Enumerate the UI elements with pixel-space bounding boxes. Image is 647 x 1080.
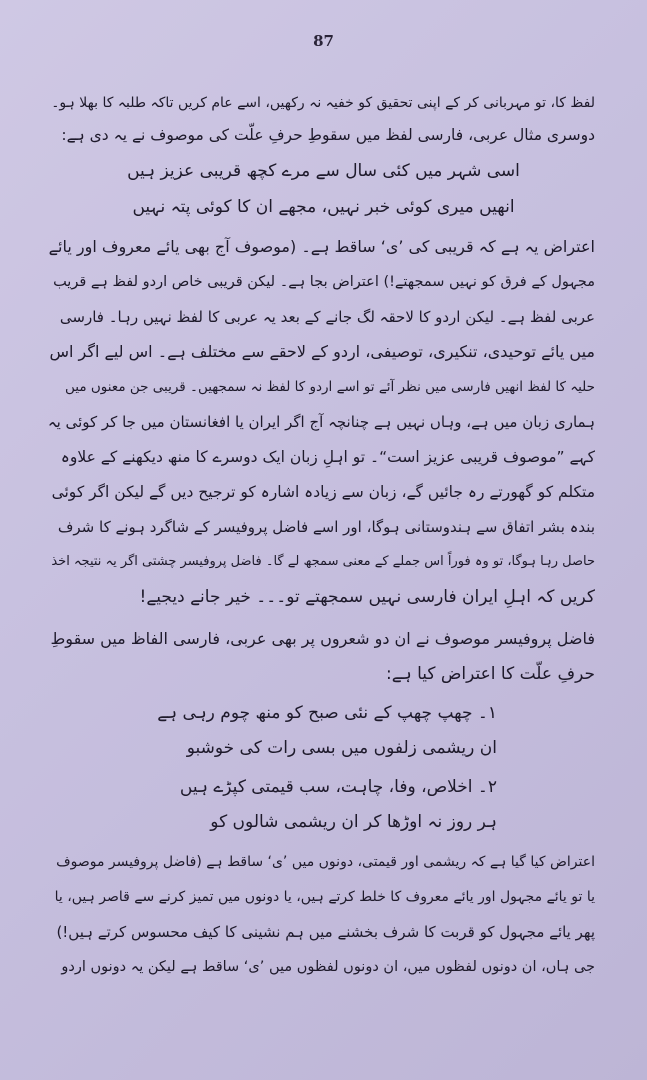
- text-line: فاضل پروفیسر موصوف نے ان دو شعروں پر بھی عربی، فارسی الفاظ میں سقوطِ: [50, 629, 595, 648]
- verse-line: ان ریشمی زلفوں میں بسی رات کی خوشبو: [186, 738, 497, 758]
- text-line: پھر یائے مجہول کو قربت کا شرف بخشنے میں ہم نشینی کا کیف محسوس کرتے ہیں!): [56, 923, 595, 941]
- text-line: حرفِ علّت کا اعتراض کیا ہے:: [386, 664, 595, 684]
- text-line: متکلم کو گھورتے رہ جائیں گے، زبان سے زیادہ اشارہ کو ترجیح دیں گے لیکن اگر کوئی: [51, 483, 595, 501]
- verse-line: اسی شہر میں کئی سال سے مرے کچھ قریبی عزیز ہیں: [127, 161, 520, 181]
- verse-line: انھیں میری کوئی خبر نہیں، مجھے ان کا کوئی پتہ نہیں: [132, 197, 515, 217]
- text-line: جی ہاں، ان دونوں لفظوں میں، ان دونوں لفظوں میں ’ی‘ ساقط ہے لیکن یہ دونوں اردو: [61, 959, 595, 975]
- text-line: اعتراض یہ ہے کہ قریبی کی ’ی‘ ساقط ہے۔ (موصوف آج بھی یائے معروف اور یائے: [48, 237, 595, 256]
- text-line: کہے ”موصوف قریبی عزیز است“۔ تو اہلِ زبان ایک دوسرے کا منھ دیکھنے کے علاوہ: [60, 448, 595, 466]
- text-line: بندہ بشر اتفاق سے ہندوستانی ہوگا، اور اسے فاضل پروفیسر کے شاگرد ہونے کا شرف: [57, 518, 595, 536]
- text-line: کریں کہ اہلِ ایران فارسی نہیں سمجھتے تو۔۔۔ خیر جانے دیجیے!: [139, 587, 595, 607]
- text-line: حلیہ کا لفظ انھیں فارسی میں نظر آئے تو اسے اردو کا لفظ نہ سمجھیں۔ قریبی جن معنوں میں: [64, 379, 595, 395]
- text-line: لفظ کا، تو مہربانی کر کے اپنی تحقیق کو خفیہ نہ رکھیں، اسے عام کریں تاکہ طلبہ کا بھلا ہو۔: [51, 95, 595, 111]
- text-line: دوسری مثال عربی، فارسی لفظ میں سقوطِ حرفِ علّت کی موصوف نے یہ دی ہے:: [61, 126, 595, 144]
- text-line: یا تو یائے مجہول اور یائے معروف کا خلط کرتے ہیں، یا دونوں میں تمیز کرنے سے قاصر ہیں، یا: [54, 889, 595, 905]
- text-line: عربی لفظ ہے۔ لیکن اردو کا لاحقہ لگ جانے کے بعد یہ عربی کا لفظ نہیں رہا۔ فارسی: [59, 308, 595, 326]
- page-number: 87: [313, 32, 334, 50]
- text-line: مجہول کے فرق کو نہیں سمجھتے!) اعتراض بجا ہے۔ لیکن قریبی خاص اردو لفظ ہے قریب: [53, 274, 595, 290]
- text-line: میں یائے توحیدی، تنکیری، توصیفی، اردو کے لاحقے سے مختلف ہے۔ اس لیے اگر اس: [49, 342, 595, 361]
- text-line: اعتراض کیا گیا ہے کہ ریشمی اور قیمتی، دونوں میں ’ی‘ ساقط ہے (فاضل پروفیسر موصوف: [56, 854, 595, 870]
- text-line: حاصل رہا ہوگا، تو وہ فوراً اس جملے کے معنی سمجھ لے گا۔ فاضل پروفیسر چشتی اگر یہ نتیجہ اخذ: [51, 554, 595, 569]
- verse-line: ۱۔ چھپ چھپ کے نئی صبح کو منھ چوم رہی ہے: [157, 703, 497, 723]
- text-line: ہماری زبان میں ہے، وہاں نہیں ہے چنانچہ آج اگر ایران یا افغانستان میں جا کر کوئی یہ: [47, 413, 595, 431]
- verse-line: ۲۔ اخلاص، وفا، چاہت، سب قیمتی کپڑے ہیں: [179, 777, 497, 797]
- verse-line: ہر روز نہ اوڑھا کر ان ریشمی شالوں کو: [210, 812, 497, 832]
